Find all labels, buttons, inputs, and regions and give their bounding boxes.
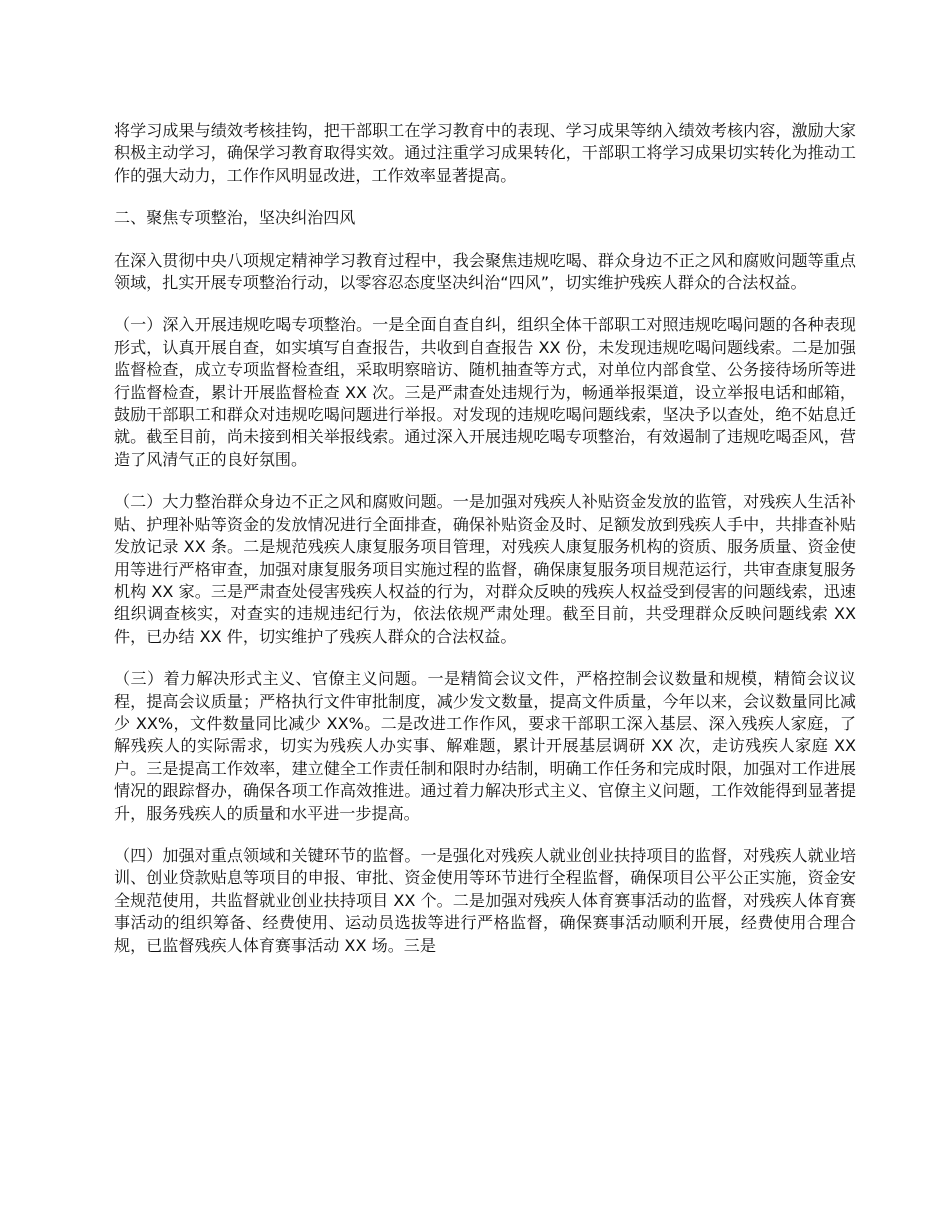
document-body bbox=[114, 120, 856, 977]
paragraph-assessment: 将学习成果与绩效考核挂钩，把干部职工在学习教育中的表现、学习成果等纳入绩效考核内容，激励大家积极主动学习，确保学习教育取得实效。通过注重学习成果转化，干部职工将学习成果切实转化为推动工作的强大动力，工作作风明显改进，工作效率显著提高。 bbox=[114, 121, 856, 185]
paragraph-item-two: （二）大力整治群众身边不正之风和腐败问题。一是加强对残疾人补贴资金发放的监管，对残疾人生活补贴、护理补贴等资金的发放情况进行全面排查，确保补贴资金及时、足额发放到残疾人手中，共排查补贴发放记录 XX 条。二是规范残疾人康复服务项目管理，对残疾人康复服务机构的资质、服务质量、资金使用等进行严格审查，加强对康复服务项目实施过程的监督，确保康复服务项目规范运行，共审查康复服务机构 XX 家。三是严肃查处侵害残疾人权益的行为，对群众反映的残疾人权益受到侵害的问题线索，迅速组织调查核实，对查实的违规违纪行为，依法依规严肃处理。截至目前，共受理群众反映问题线索 XX 件，已办结 XX 件，切实维护了残疾人群众的合法权益。 bbox=[114, 492, 856, 646]
paragraph-item-one: （一）深入开展违规吃喝专项整治。一是全面自查自纠，组织全体干部职工对照违规吃喝问题的各种表现形式，认真开展自查，如实填写自查报告，共收到自查报告 XX 份，未发现违规吃喝问题线索。二是加强监督检查，成立专项监督检查组，采取明察暗访、随机抽查等方式，对单位内部食堂、公务接待场所等进行监督检查，累计开展监督检查 XX 次。三是严肃查处违规行为，畅通举报渠道，设立举报电话和邮箱，鼓励干部职工和群众对违规吃喝问题进行举报。对发现的违规吃喝问题线索，坚决予以查处，绝不姑息迁就。截至目前，尚未接到相关举报线索。通过深入开展违规吃喝专项整治，有效遏制了违规吃喝歪风，营造了风清气正的良好氛围。 bbox=[114, 315, 856, 469]
paragraph-section-two-intro: 在深入贯彻中央八项规定精神学习教育过程中，我会聚焦违规吃喝、群众身边不正之风和腐败问题等重点领域，扎实开展专项整治行动，以零容忍态度坚决纠治“四风”，切实维护残疾人群众的合法权益。 bbox=[114, 250, 856, 293]
paragraph-item-three: （三）着力解决形式主义、官僚主义问题。一是精简会议文件，严格控制会议数量和规模，精简会议议程，提高会议质量；严格执行文件审批制度，减少发文数量，提高文件质量，今年以来，会议数量同比减少 XX%，文件数量同比减少 XX%。二是改进工作作风，要求干部职工深入基层、深入残疾人家庭，了解残疾人的实际需求，切实为残疾人办实事、解难题，累计开展基层调研 XX 次，走访残疾人家庭 XX 户。三是提高工作效率，建立健全工作责任制和限时办结制，明确工作任务和完成时限，加强对工作进展情况的跟踪督办，确保各项工作高效推进。通过着力解决形式主义、官僚主义问题，工作效能得到显著提升，服务残疾人的质量和水平进一步提高。 bbox=[114, 669, 856, 823]
paragraph-item-four: （四）加强对重点领域和关键环节的监督。一是强化对残疾人就业创业扶持项目的监督，对残疾人就业培训、创业贷款贴息等项目的申报、审批、资金使用等环节进行全程监督，确保项目公平公正实施，资金安全规范使用，共监督就业创业扶持项目 XX 个。二是加强对残疾人体育赛事活动的监督，对残疾人体育赛事活动的组织筹备、经费使用、运动员选拔等进行严格监督，确保赛事活动顺利开展，经费使用合理合规，已监督残疾人体育赛事活动 XX 场。三是 bbox=[114, 845, 856, 955]
section-heading-two: 二、聚焦专项整治，坚决纠治四风 bbox=[114, 208, 356, 228]
